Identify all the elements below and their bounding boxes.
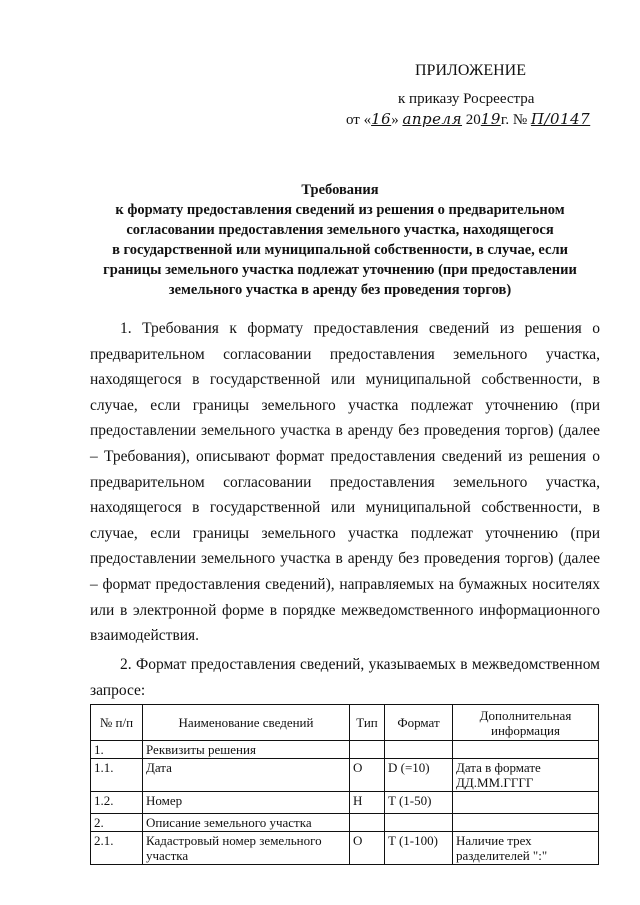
header-order-line: к приказу Росреестра [398, 91, 535, 107]
cell-info [453, 792, 599, 814]
header-info: Дополнительная информация [453, 705, 599, 741]
cell-num: 2. [91, 814, 143, 832]
cell-info: Наличие трех разделителей ":" [453, 832, 599, 865]
paragraph-2: 2. Формат предоставления сведений, указываемых в межведомственном запросе: [90, 656, 600, 699]
order-number-label: г. № [500, 112, 528, 128]
header-type: Тип [350, 705, 385, 741]
cell-format [385, 741, 453, 759]
cell-name: Кадастровый номер земельного участка [143, 832, 350, 865]
cell-format: T (1-50) [385, 792, 453, 814]
table-header-row [91, 705, 599, 741]
cell-type [350, 741, 385, 759]
cell-info: Дата в формате ДД.ММ.ГГГГ [453, 759, 599, 792]
cell-type: О [350, 759, 385, 792]
cell-info [453, 741, 599, 759]
header-name: Наименование сведений [143, 705, 350, 741]
date-year-prefix: 20 [465, 112, 481, 128]
order-number: П/0147 [530, 110, 591, 128]
title-line-4: в государственной или муниципальной собственности, в случае, если [112, 242, 568, 258]
paragraph-1: 1. Требования к формату предоставления сведений из решения о предварительном согласовании предоставления земельного участка, находящегося в государственной или муниципальной собственности, в случае, если границы земельного участка подлежат уточнению (при предоставлении земельного участка в аренду без проведения торгов) (далее – Требования), описывают формат предоставления сведений из решения о предварительном согласовании предоставления земельного участка, находящегося в государственной или муниципальной собственности, в случае, если границы земельного участка подлежат уточнению (при предоставлении земельного участка в аренду без проведения торгов) (далее – формат предоставления сведений), направляемых на бумажных носителях или в электронной форме в порядке межведомственного информационного взаимодействия. [90, 320, 600, 645]
date-day: 16 [371, 110, 392, 128]
header-num: № п/п [91, 705, 143, 741]
table-row [91, 814, 599, 832]
table-row [91, 741, 599, 759]
cell-format: T (1-100) [385, 832, 453, 865]
date-prefix: от « [346, 112, 372, 128]
cell-type: О [350, 832, 385, 865]
cell-name: Номер [143, 792, 350, 814]
header-format: Формат [385, 705, 453, 741]
table-row [91, 792, 599, 814]
date-year-suffix: 19 [480, 110, 501, 128]
date-month: апреля [402, 110, 463, 128]
title-line-3: согласовании предоставления земельного участка, находящегося [126, 222, 554, 238]
requirements-table [90, 704, 599, 865]
cell-format: D (=10) [385, 759, 453, 792]
cell-num: 2.1. [91, 832, 143, 865]
cell-num: 1.2. [91, 792, 143, 814]
cell-num: 1. [91, 741, 143, 759]
cell-type [350, 814, 385, 832]
cell-format [385, 814, 453, 832]
cell-info [453, 814, 599, 832]
header-date-line [346, 110, 590, 129]
title-line-2: к формату предоставления сведений из решения о предварительном [115, 202, 565, 218]
header-title: ПРИЛОЖЕНИЕ [415, 62, 527, 79]
document-title [80, 180, 600, 300]
cell-type: Н [350, 792, 385, 814]
cell-name: Дата [143, 759, 350, 792]
title-line-1: Требования [301, 182, 379, 198]
cell-name: Реквизиты решения [143, 741, 350, 759]
date-day-close: » [391, 112, 399, 128]
title-line-6: земельного участка в аренду без проведения торгов) [168, 282, 512, 298]
table-row [91, 832, 599, 865]
cell-name: Описание земельного участка [143, 814, 350, 832]
table-row [91, 759, 599, 792]
title-line-5: границы земельного участка подлежат уточнению (при предоставлении [103, 262, 577, 278]
cell-num: 1.1. [91, 759, 143, 792]
